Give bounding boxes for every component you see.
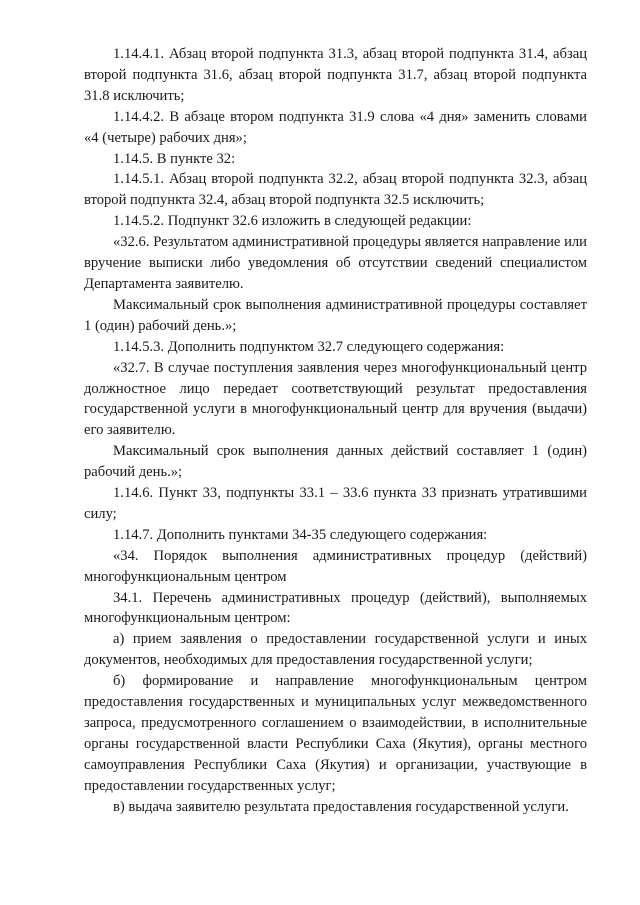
paragraph-1-14-4-2: 1.14.4.2. В абзаце втором подпункта 31.9 слова «4 дня» заменить словами «4 (четыре) рабочих дня»; xyxy=(84,108,587,146)
paragraph-32-6-max-term: Максимальный срок выполнения административной процедуры составляет 1 (один) рабочий день.»; xyxy=(84,296,587,334)
paragraph-34-1: 34.1. Перечень административных процедур (действий), выполняемых многофункциональным центром: xyxy=(84,589,587,627)
paragraph-1-14-7: 1.14.7. Дополнить пунктами 34-35 следующего содержания: xyxy=(113,526,488,543)
document-page xyxy=(84,44,587,818)
paragraph-34: «34. Порядок выполнения административных процедур (действий) многофункциональным центром xyxy=(84,547,587,585)
list-item-a: а) прием заявления о предоставлении государственной услуги и иных документов, необходимых для предоставления государственной услуги; xyxy=(84,631,587,669)
paragraph-1-14-6: 1.14.6. Пункт 33, подпункты 33.1 – 33.6 пункта 33 признать утратившими силу; xyxy=(84,485,587,522)
paragraph-32-7: «32.7. В случае поступления заявления через многофункциональный центр должностное лицо передает соответствующий результат предоставления государственной услуги в многофункциональный центр для вручения (выдачи) его заявителю. xyxy=(84,359,587,439)
paragraph-1-14-5: 1.14.5. В пункте 32: xyxy=(113,150,236,167)
paragraph-1-14-5-3: 1.14.5.3. Дополнить подпунктом 32.7 следующего содержания: xyxy=(113,338,505,355)
list-item-b: б) формирование и направление многофункциональным центром предоставления государственных и муниципальных услуг межведомственного запроса, предусмотренного соглашением о взаимодействии, в исполнительные органы государственной власти Республики Саха (Якутия), органы местного самоуправления Республики Саха (Якутия) и организации, участвующие в предоставлении государственных услуг; xyxy=(84,673,587,794)
paragraph-1-14-5-2: 1.14.5.2. Подпункт 32.6 изложить в следующей редакции: xyxy=(113,213,472,230)
paragraph-1-14-4-1: 1.14.4.1. Абзац второй подпункта 31.3, абзац второй подпункта 31.4, абзац второй подпункта 31.6, абзац второй подпункта 31.7, абзац второй подпункта 31.8 исключить; xyxy=(84,46,587,104)
paragraph-32-7-max-term: Максимальный срок выполнения данных действий составляет 1 (один) рабочий день.»; xyxy=(84,443,587,481)
list-item-v: в) выдача заявителю результата предоставления государственной услуги. xyxy=(113,798,569,815)
paragraph-1-14-5-1: 1.14.5.1. Абзац второй подпункта 32.2, абзац второй подпункта 32.3, абзац второй подпункта 32.4, абзац второй подпункта 32.5 исключить; xyxy=(84,171,587,209)
paragraph-32-6: «32.6. Результатом административной процедуры является направление или вручение выписки либо уведомления об отсутствии сведений специалистом Департамента заявителю. xyxy=(84,234,587,292)
